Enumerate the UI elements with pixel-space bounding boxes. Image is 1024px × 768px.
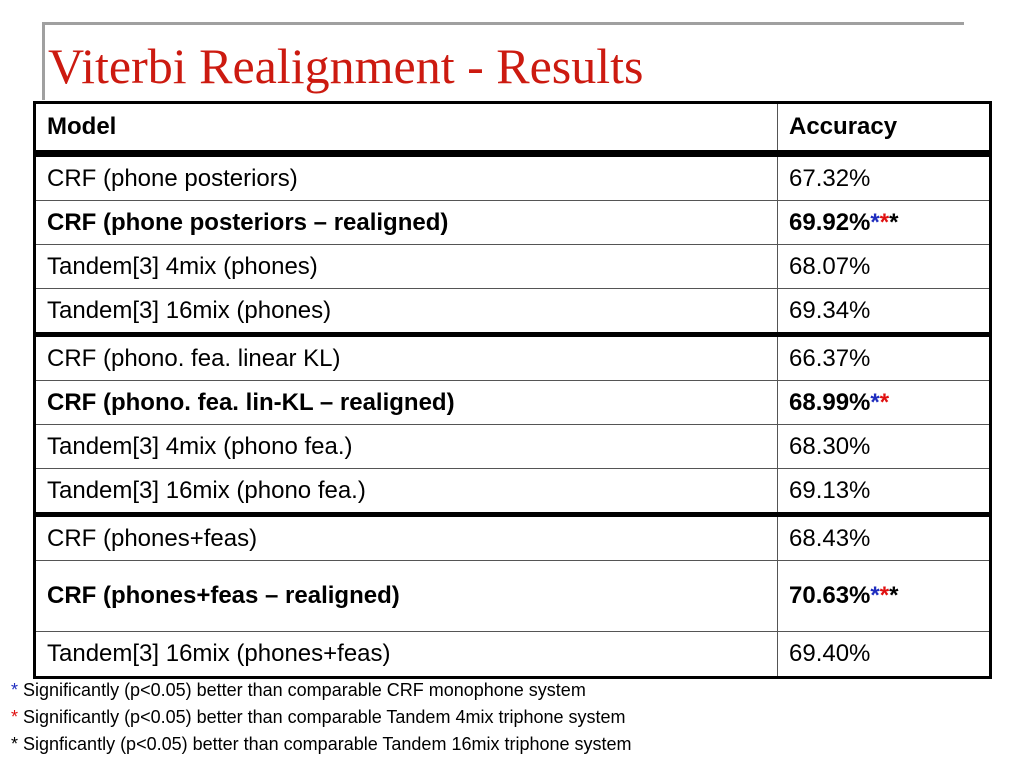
table-row: [35, 335, 991, 381]
footnote-crf: [11, 677, 632, 704]
slide-title: Viterbi Realignment - Results: [48, 38, 644, 94]
accuracy-cell: 69.34%: [778, 289, 991, 335]
title-rule-horizontal: [42, 22, 964, 25]
model-cell: CRF (phones+feas – realigned): [35, 561, 778, 632]
table-header-row: [35, 103, 991, 154]
star-tandem16-marker: *: [889, 208, 899, 236]
model-cell: CRF (phono. fea. lin-KL – realigned): [35, 381, 778, 425]
model-cell: Tandem[3] 16mix (phono fea.): [35, 469, 778, 515]
accuracy-cell: 69.13%: [778, 469, 991, 515]
table-row: [35, 154, 991, 201]
footnote-tandem16: [11, 731, 632, 758]
table-row: [35, 515, 991, 561]
accuracy-cell: 68.43%: [778, 515, 991, 561]
table-row: [35, 201, 991, 245]
footnote-tandem4: [11, 704, 632, 731]
accuracy-value: 70.63%: [789, 582, 871, 609]
model-cell: Tandem[3] 16mix (phones): [35, 289, 778, 335]
model-cell: Tandem[3] 16mix (phones+feas): [35, 632, 778, 678]
star-crf-marker: *: [870, 388, 880, 416]
model-cell: CRF (phono. fea. linear KL): [35, 335, 778, 381]
accuracy-cell: [778, 381, 991, 425]
results-table: [33, 101, 992, 679]
accuracy-cell: 68.30%: [778, 425, 991, 469]
model-cell: CRF (phone posteriors – realigned): [35, 201, 778, 245]
table-row: [35, 381, 991, 425]
model-cell: CRF (phones+feas): [35, 515, 778, 561]
footnote-text: Signficantly (p<0.05) better than comparable Tandem 16mix triphone system: [18, 734, 632, 754]
star-tandem4-marker: *: [879, 388, 890, 416]
accuracy-cell: 67.32%: [778, 154, 991, 201]
accuracy-value: 68.99%: [789, 388, 871, 416]
model-cell: Tandem[3] 4mix (phono fea.): [35, 425, 778, 469]
accuracy-cell: 68.07%: [778, 245, 991, 289]
footnote-marker: *: [11, 680, 19, 700]
table-row: [35, 425, 991, 469]
footnotes: [11, 677, 632, 758]
table-row: [35, 245, 991, 289]
footnote-marker: *: [11, 707, 19, 727]
footnote-text: Significantly (p<0.05) better than comparable CRF monophone system: [18, 680, 586, 700]
title-rule-vertical: [42, 22, 45, 100]
header-model: Model: [35, 103, 778, 154]
footnote-marker: *: [11, 734, 19, 754]
footnote-text: Significantly (p<0.05) better than comparable Tandem 4mix triphone system: [18, 707, 626, 727]
star-tandem4-marker: *: [879, 582, 890, 609]
accuracy-value: 69.92%: [789, 208, 871, 236]
star-crf-marker: *: [870, 208, 880, 236]
model-cell: CRF (phone posteriors): [35, 154, 778, 201]
table-row: [35, 561, 991, 632]
accuracy-cell: [778, 561, 991, 632]
star-tandem16-marker: *: [889, 582, 899, 609]
table-row: [35, 289, 991, 335]
table-row: [35, 632, 991, 678]
star-tandem4-marker: *: [879, 208, 890, 236]
model-cell: Tandem[3] 4mix (phones): [35, 245, 778, 289]
table-row: [35, 469, 991, 515]
accuracy-cell: 66.37%: [778, 335, 991, 381]
accuracy-cell: [778, 201, 991, 245]
accuracy-cell: 69.40%: [778, 632, 991, 678]
header-accuracy: Accuracy: [778, 103, 991, 154]
star-crf-marker: *: [870, 582, 880, 609]
